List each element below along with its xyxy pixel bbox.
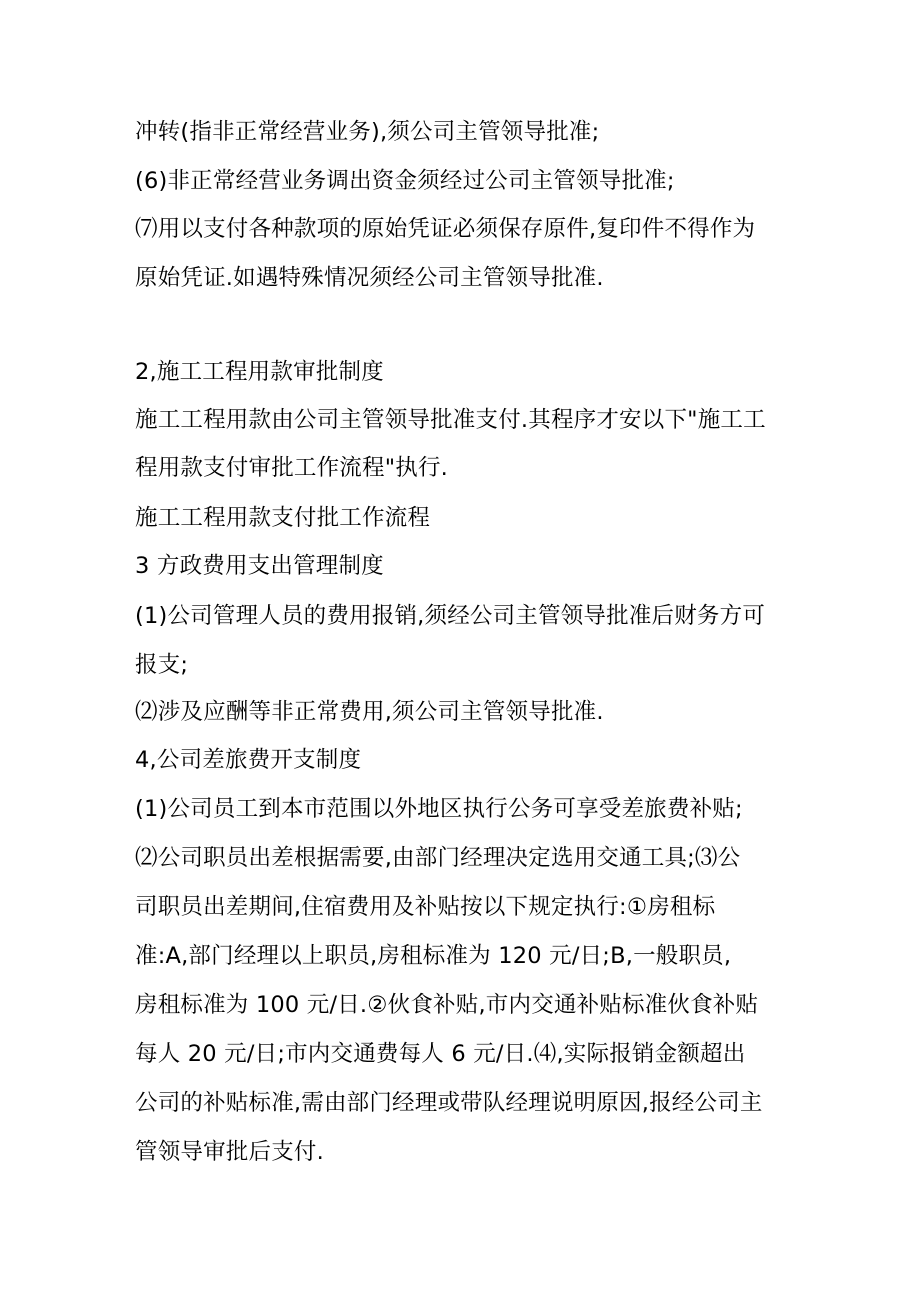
text-line: ⑵公司职员出差根据需要,由部门经理决定选用交通工具;⑶公 bbox=[135, 845, 741, 871]
text-line: 司职员出差期间,住宿费用及补贴按以下规定执行:①房租标 bbox=[135, 894, 716, 920]
text-line: (6)非正常经营业务调出资金须经过公司主管领导批准; bbox=[135, 168, 675, 194]
text-line: (1)公司员工到本市范围以外地区执行公务可享受差旅费补贴; bbox=[135, 796, 743, 822]
text-line: ⑺用以支付各种款项的原始凭证必须保存原件,复印件不得作为 bbox=[135, 216, 756, 242]
section-heading: 4,公司差旅费开支制度 bbox=[135, 747, 362, 773]
text-line: 施工工程用款由公司主管领导批准支付.其程序才安以下"施工工 bbox=[135, 407, 766, 433]
text-line: 管领导审批后支付. bbox=[135, 1139, 324, 1165]
section-heading: 2,施工工程用款审批制度 bbox=[135, 359, 384, 385]
text-line: 原始凭证.如遇特殊情况须经公司主管领导批准. bbox=[135, 265, 604, 291]
section-heading: 3 方政费用支出管理制度 bbox=[135, 553, 384, 579]
text-line: (1)公司管理人员的费用报销,须经公司主管领导批准后财务方可 bbox=[135, 603, 766, 629]
text-line: 报支; bbox=[135, 652, 189, 678]
text-line: ⑵涉及应酬等非正常费用,须公司主管领导批准. bbox=[135, 699, 604, 725]
text-line: 房租标准为 100 元/日.②伙食补贴,市内交通补贴标准伙食补贴 bbox=[135, 992, 759, 1018]
text-line: 程用款支付审批工作流程"执行. bbox=[135, 455, 449, 481]
text-line: 冲转(指非正常经营业务),须公司主管领导批准; bbox=[135, 119, 600, 145]
text-line: 公司的补贴标准,需由部门经理或带队经理说明原因,报经公司主 bbox=[135, 1090, 763, 1116]
text-line: 准:A,部门经理以上职员,房租标准为 120 元/日;B,一般职员, bbox=[135, 943, 732, 969]
text-line: 每人 20 元/日;市内交通费每人 6 元/日.⑷,实际报销金额超出 bbox=[135, 1041, 746, 1067]
text-line: 施工工程用款支付批工作流程 bbox=[135, 505, 431, 531]
